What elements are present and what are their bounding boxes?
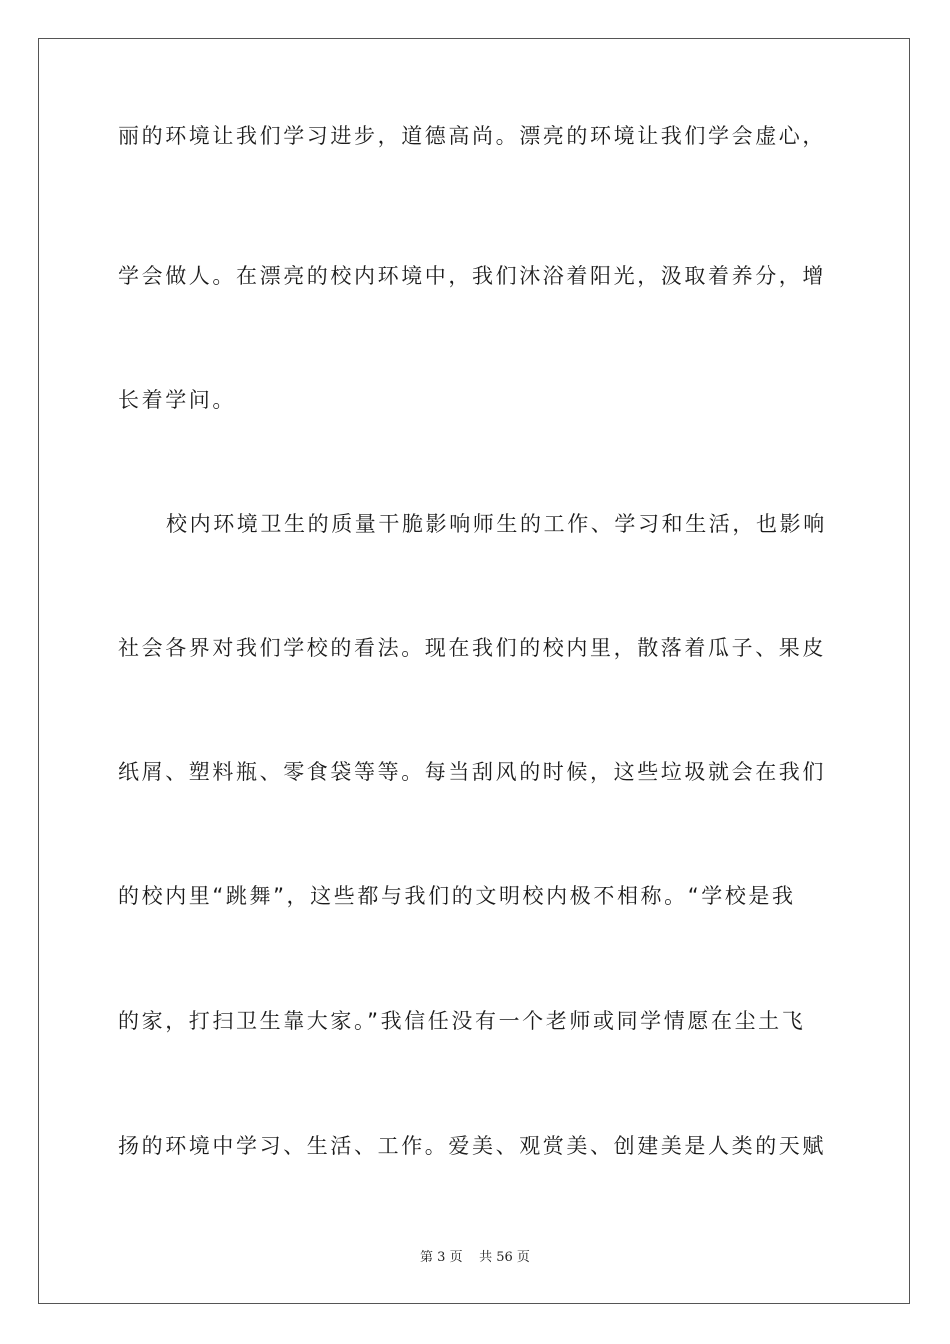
paragraph-line: 的家，打扫卫生靠大家。”我信任没有一个老师或同学情愿在尘土飞 — [118, 1009, 806, 1033]
page-total: 共 56 页 — [479, 1250, 530, 1265]
page-frame — [38, 38, 910, 1304]
paragraph-line: 长着学问。 — [118, 388, 236, 412]
paragraph-line: 校内环境卫生的质量干脆影响师生的工作、学习和生活，也影响 — [166, 512, 827, 536]
paragraph-line: 学会做人。在漂亮的校内环境中，我们沐浴着阳光，汲取着养分，增 — [118, 264, 826, 288]
paragraph-line: 扬的环境中学习、生活、工作。爱美、观赏美、创建美是人类的天赋 — [118, 1134, 826, 1158]
paragraph-line: 社会各界对我们学校的看法。现在我们的校内里，散落着瓜子、果皮 — [118, 636, 826, 660]
paragraph-line: 的校内里“跳舞”，这些都与我们的文明校内极不相称。“学校是我 — [118, 884, 796, 908]
paragraph-line: 纸屑、塑料瓶、零食袋等等。每当刮风的时候，这些垃圾就会在我们 — [118, 760, 826, 784]
page-footer — [0, 1246, 950, 1265]
page-number: 第 3 页 — [420, 1250, 463, 1265]
paragraph-line: 丽的环境让我们学习进步，道德高尚。漂亮的环境让我们学会虚心， — [118, 124, 826, 148]
